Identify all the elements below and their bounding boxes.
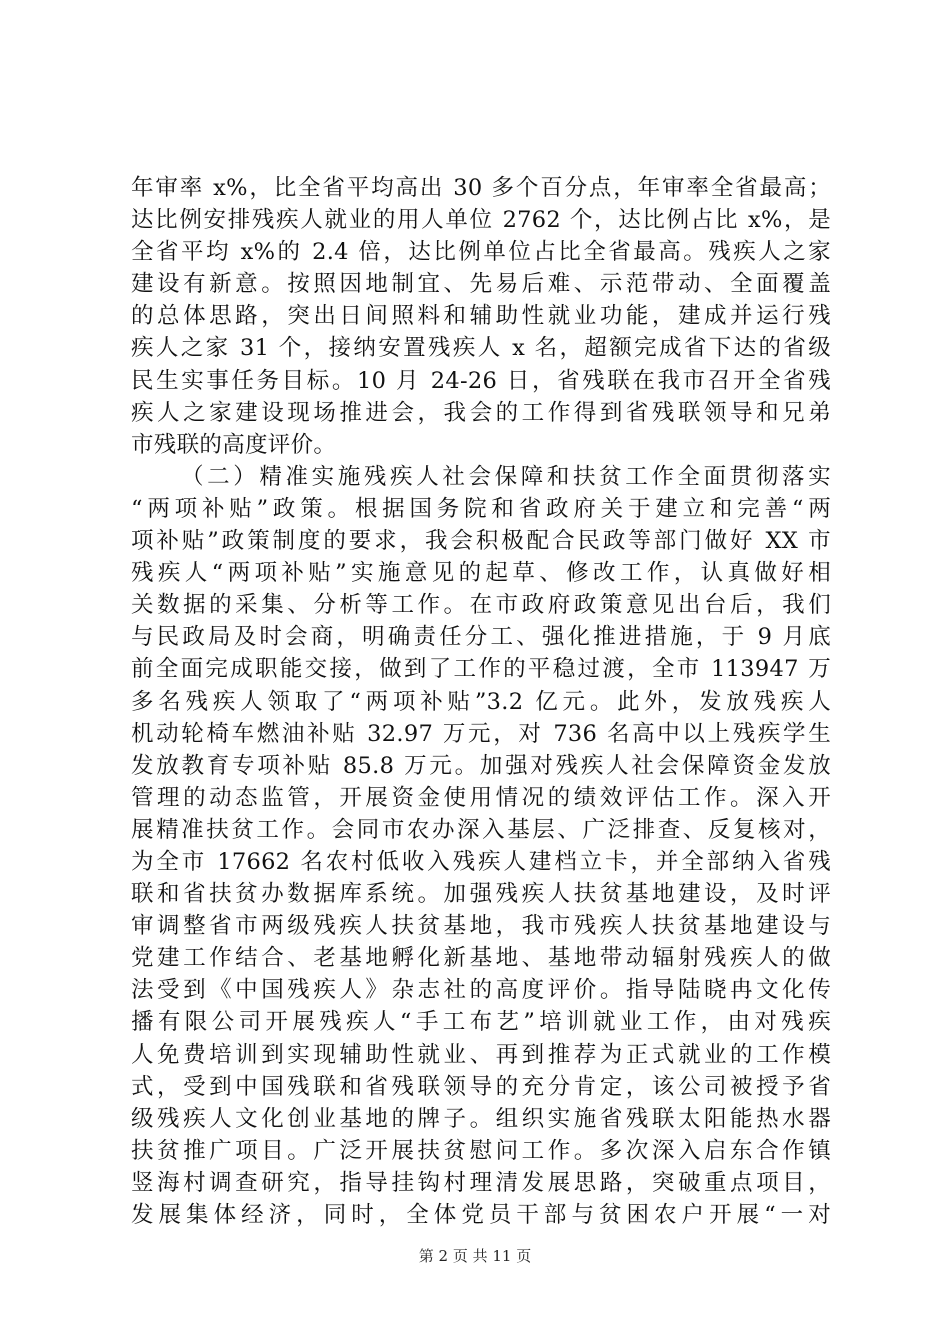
- text-line: 式，受到中国残联和省残联领导的充分肯定，该公司被授予省: [131, 1073, 831, 1100]
- text-line: 发展集体经济，同时，全体党员干部与贫困农户开展“一对: [131, 1202, 831, 1228]
- text-line: 人免费培训到实现辅助性就业、再到推荐为正式就业的工作模: [131, 1041, 831, 1068]
- text-line: 残疾人“两项补贴”实施意见的起草、修改工作，认真做好相: [131, 560, 831, 587]
- text-line: 与民政局及时会商，明确责任分工、强化推进措施，于 9 月底: [131, 624, 831, 651]
- text-line: 关数据的采集、分析等工作。在市政府政策意见出台后，我们: [131, 592, 831, 619]
- text-line: 多名残疾人领取了“两项补贴”3.2 亿元。此外，发放残疾人: [131, 688, 831, 715]
- text-line: 展精准扶贫工作。会同市农办深入基层、广泛排查、反复核对，: [131, 816, 831, 843]
- text-line: 年审率 x%，比全省平均高出 30 多个百分点，年审率全省最高；: [131, 175, 831, 201]
- section-heading-line: （二）精准实施残疾人社会保障和扶贫工作全面贯彻落实: [181, 463, 831, 490]
- text-line: 疾人之家建设现场推进会，我会的工作得到省残联领导和兄弟: [131, 399, 831, 426]
- text-line: 联和省扶贫办数据库系统。加强残疾人扶贫基地建设，及时评: [131, 881, 831, 908]
- text-line: 民生实事任务目标。10 月 24-26 日，省残联在我市召开全省残: [131, 367, 831, 394]
- body-text: [131, 172, 831, 1231]
- text-line: 全省平均 x%的 2.4 倍，达比例单位占比全省最高。残疾人之家: [131, 239, 831, 266]
- text-line: 项补贴”政策制度的要求，我会积极配合民政等部门做好 XX 市: [131, 528, 831, 555]
- text-line: 机动轮椅车燃油补贴 32.97 万元，对 736 名高中以上残疾学生: [131, 720, 831, 747]
- text-line: 的总体思路，突出日间照料和辅助性就业功能，建成并运行残: [131, 303, 831, 330]
- text-line: 党建工作结合、老基地孵化新基地、基地带动辐射残疾人的做: [131, 945, 831, 972]
- text-line: 疾人之家 31 个，接纳安置残疾人 x 名，超额完成省下达的省级: [131, 335, 831, 362]
- text-line: 管理的动态监管，开展资金使用情况的绩效评估工作。深入开: [131, 784, 831, 811]
- text-line: 达比例安排残疾人就业的用人单位 2762 个，达比例占比 x%，是: [131, 207, 831, 234]
- text-line: 扶贫推广项目。广泛开展扶贫慰问工作。多次深入启东合作镇: [131, 1137, 831, 1164]
- page-number-footer: 第 2 页 共 11 页: [418, 1247, 532, 1265]
- text-line: 竖海村调查研究，指导挂钩村理清发展思路，突破重点项目，: [131, 1169, 831, 1196]
- text-line: “两项补贴”政策。根据国务院和省政府关于建立和完善“两: [131, 495, 831, 522]
- text-line: 审调整省市两级残疾人扶贫基地，我市残疾人扶贫基地建设与: [131, 913, 831, 940]
- text-line: 市残联的高度评价。: [131, 431, 337, 458]
- text-line: 建设有新意。按照因地制宜、先易后难、示范带动、全面覆盖: [131, 271, 831, 298]
- text-line: 级残疾人文化创业基地的牌子。组织实施省残联太阳能热水器: [131, 1105, 831, 1132]
- text-line: 为全市 17662 名农村低收入残疾人建档立卡，并全部纳入省残: [131, 848, 831, 875]
- text-line: 播有限公司开展残疾人“手工布艺”培训就业工作，由对残疾: [131, 1009, 831, 1036]
- text-line: 发放教育专项补贴 85.8 万元。加强对残疾人社会保障资金发放: [131, 752, 831, 779]
- text-line: 前全面完成职能交接，做到了工作的平稳过渡，全市 113947 万: [131, 656, 831, 683]
- text-line: 法受到《中国残疾人》杂志社的高度评价。指导陆晓冉文化传: [131, 977, 831, 1004]
